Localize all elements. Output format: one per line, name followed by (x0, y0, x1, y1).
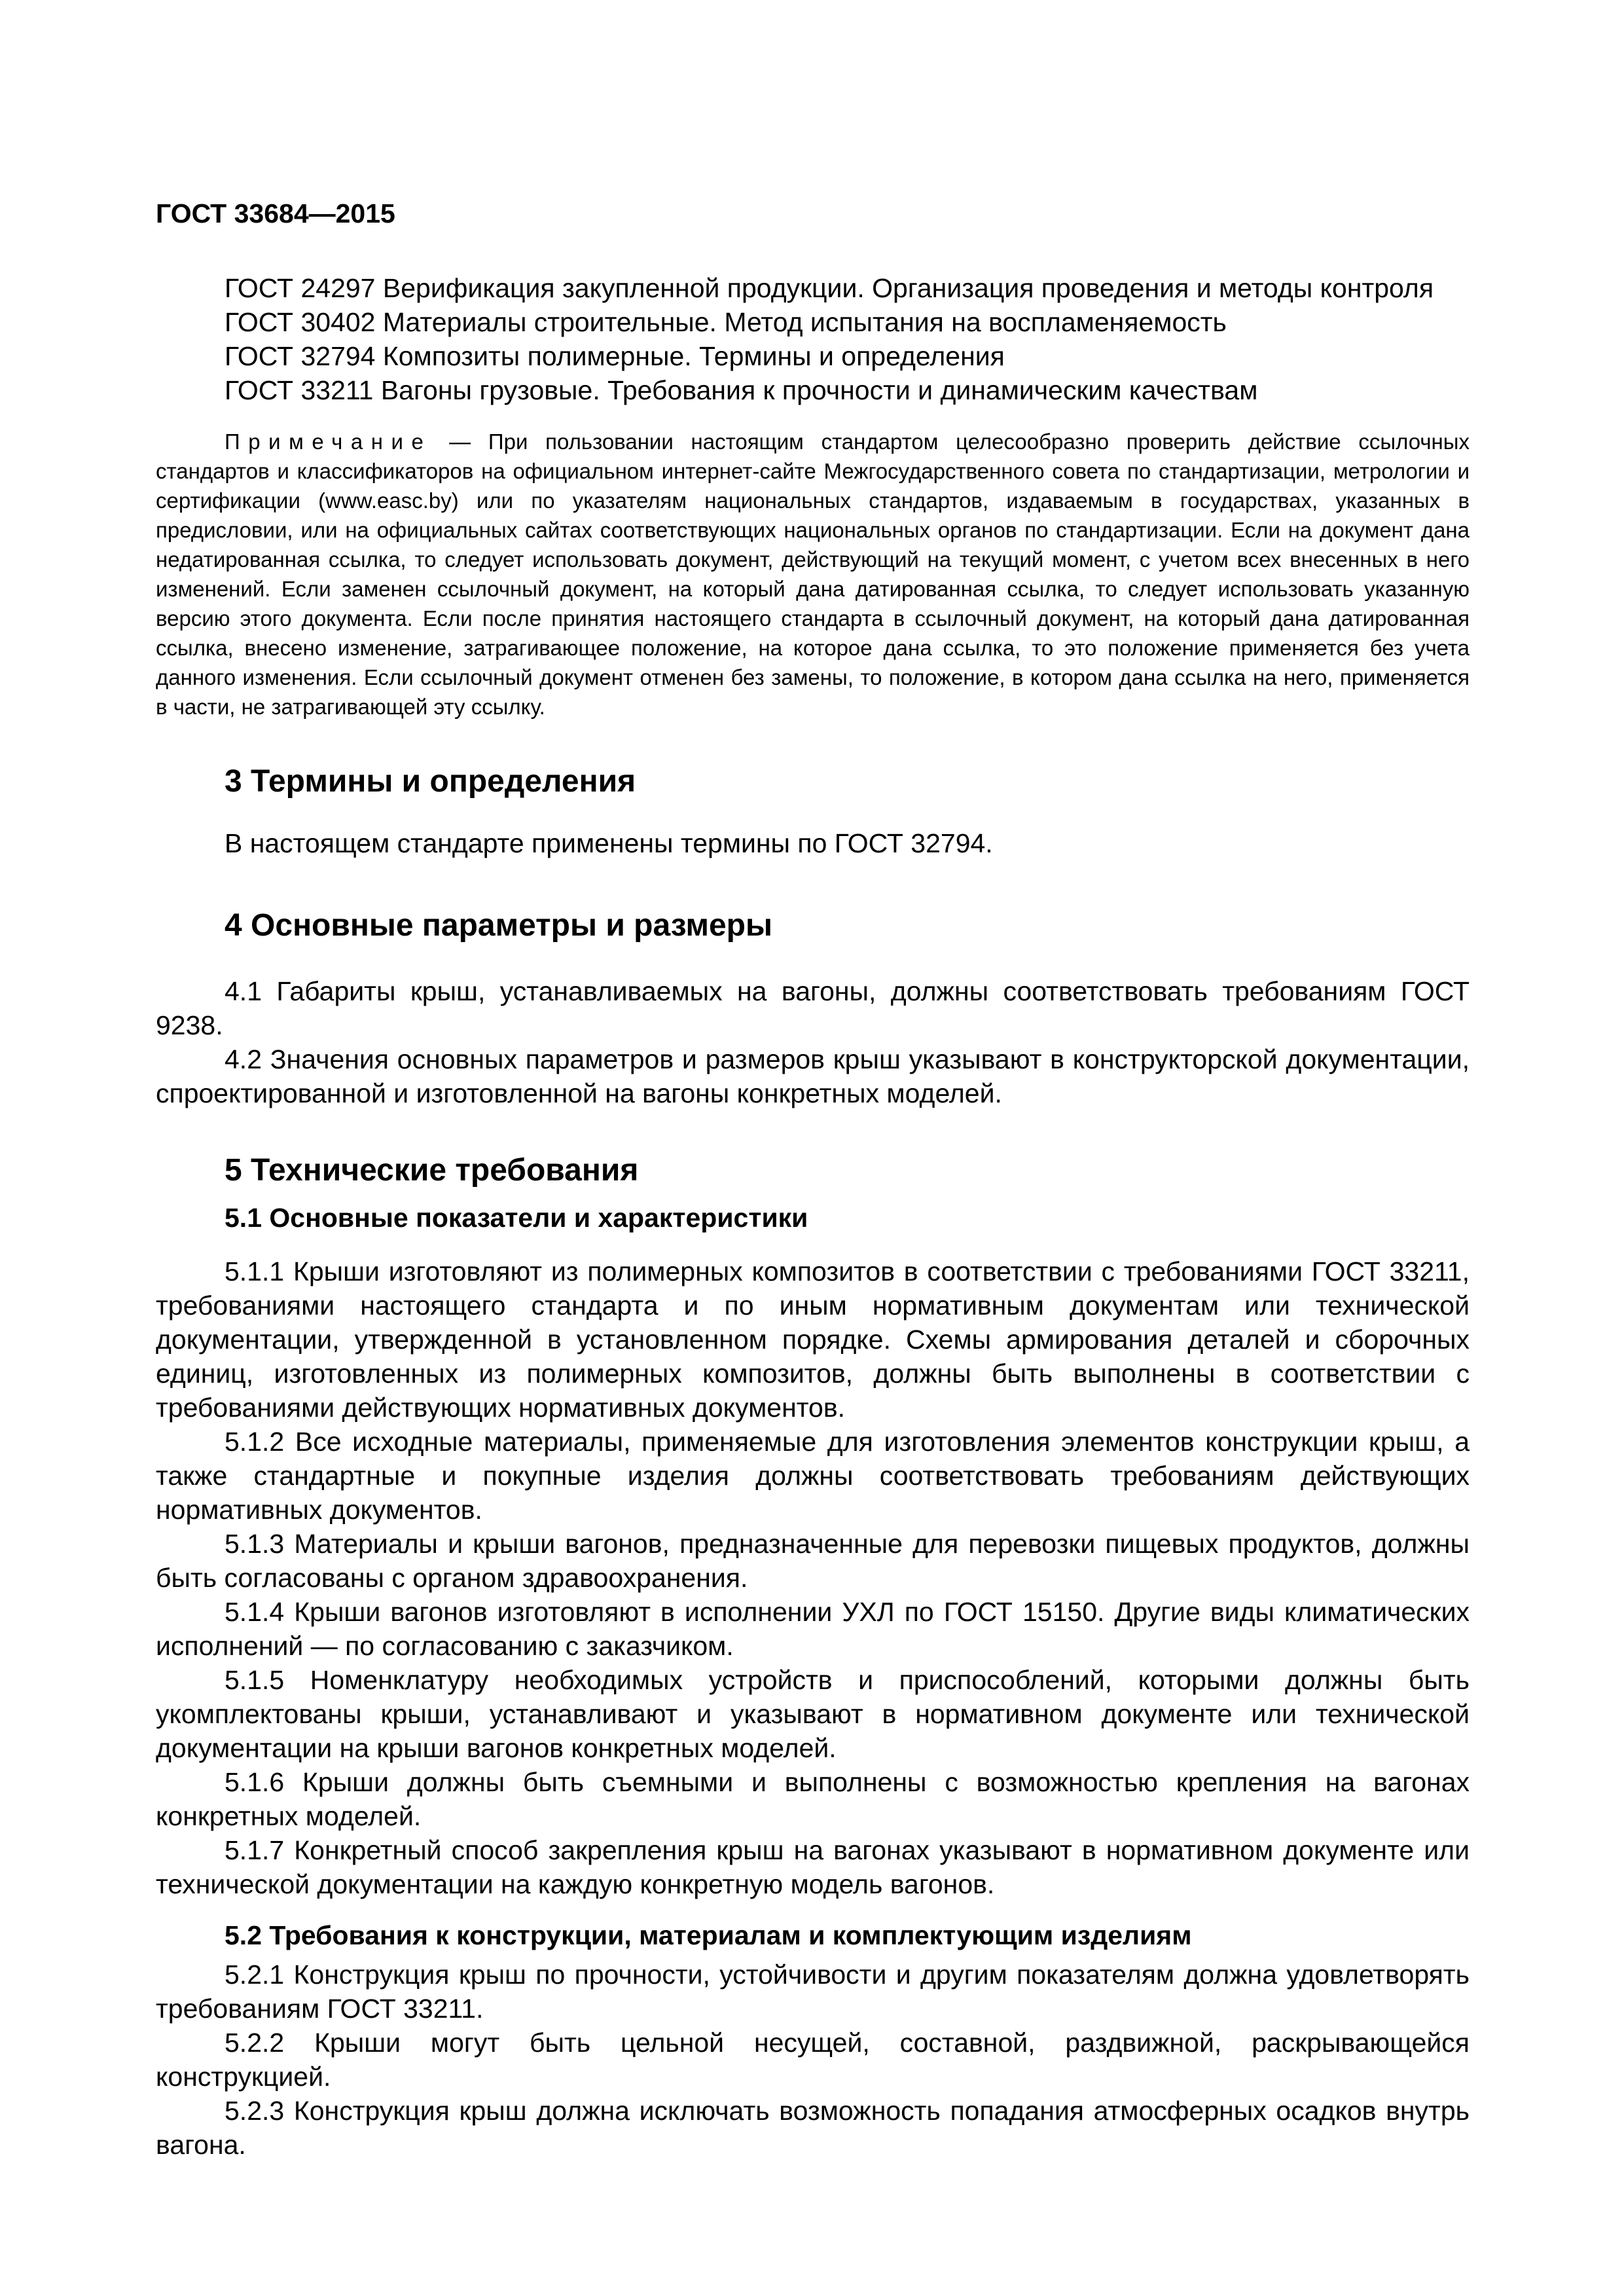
references-list (156, 271, 1470, 407)
paragraph-5-1-2: 5.1.2 Все исходные материалы, применяемые для изготовления элементов конструкции крыш, а также стандартные и покупные изделия должны соответствовать требованиям действующих нормативных документов. (156, 1427, 1470, 1525)
paragraph-5-1-3: 5.1.3 Материалы и крыши вагонов, предназначенные для перевозки пищевых продуктов, должны быть согласованы с органом здравоохранения. (156, 1529, 1470, 1593)
paragraph-5-2-2: 5.2.2 Крыши могут быть цельной несущей, составной, раздвижной, раскрывающейся конструкцией. (156, 2028, 1470, 2092)
section-5-2-heading: 5.2 Требования к конструкции, материалам и комплектующим изделиям (225, 1920, 1192, 1950)
paragraph-5-1-5: 5.1.5 Номенклатуру необходимых устройств и приспособлений, которыми должны быть укомплектованы крыши, устанавливают и указывают в нормативном документе или технической документации на крыши вагонов конкретных моделей. (156, 1665, 1470, 1763)
paragraph-5-1-6: 5.1.6 Крыши должны быть съемными и выполнены с возможностью крепления на вагонах конкретных моделей. (156, 1767, 1470, 1831)
reference-item: ГОСТ 24297 Верификация закупленной продукции. Организация проведения и методы контроля (225, 273, 1434, 303)
reference-item: ГОСТ 30402 Материалы строительные. Метод испытания на воспламеняемость (225, 307, 1227, 337)
section-3-heading: 3 Термины и определения (225, 764, 636, 799)
paragraph-5-2-1: 5.2.1 Конструкция крыш по прочности, устойчивости и другим показателям должна удовлетворять требованиям ГОСТ 33211. (156, 1959, 1470, 2024)
note-text: При пользовании настоящим стандартом целесообразно проверить действие ссылочных стандартов и классификаторов на официальном интернет-сайте Межгосударственного совета по стандартизации, метрологии и сертификации (www.easc.by) или по указателям национальных стандартов, издаваемым в государствах, указанных в предисловии, или на официальных сайтах соответствующих национальных органов по стандартизации. Если на документ дана недатированная ссылка, то следует использовать документ, действующий на текущий момент, с учетом всех внесенных в него изменений. Если заменен ссылочный документ, на который дана датированная ссылка, то следует использовать указанную версию этого документа. Если после принятия настоящего стандарта в ссылочный документ, на который дана датированная ссылка, внесено изменение, затрагивающее положение, на которое дана ссылка, то это положение применяется без учета данного изменения. Если ссылочный документ отменен без замены, то положение, в котором дана ссылка на него, применяется в части, не затрагивающей эту ссылку. (156, 429, 1470, 719)
paragraph-5-1-1: 5.1.1 Крыши изготовляют из полимерных композитов в соответствии с требованиями ГОСТ 33211, требованиями настоящего стандарта и по иным нормативным документам или технической документации, утвержденной в установленном порядке. Схемы армирования деталей и сборочных единиц, изготовленных из полимерных композитов, должны быть выполнены в соответствии с требованиями действующих нормативных документов. (156, 1256, 1470, 1423)
paragraph-5-1-7: 5.1.7 Конкретный способ закрепления крыш на вагонах указывают в нормативном документе или технической документации на каждую конкретную модель вагонов. (156, 1835, 1470, 1899)
note (156, 427, 1470, 721)
standard-number: ГОСТ 33684—2015 (156, 198, 395, 228)
note-label: Примечание (225, 429, 432, 454)
paragraph-5-1-4: 5.1.4 Крыши вагонов изготовляют в исполнении УХЛ по ГОСТ 15150. Другие виды климатических исполнений — по согласованию с заказчиком. (156, 1597, 1470, 1661)
paragraph-5-2-3: 5.2.3 Конструкция крыш должна исключать возможность попадания атмосферных осадков внутрь вагона. (156, 2096, 1470, 2160)
note-separator: — (431, 429, 488, 454)
section-3-paragraph: В настоящем стандарте применены термины по ГОСТ 32794. (225, 828, 993, 858)
paragraph-4-2: 4.2 Значения основных параметров и размеров крыш указывают в конструкторской документации, спроектированной и изготовленной на вагоны конкретных моделей. (156, 1044, 1470, 1108)
section-5-1-heading: 5.1 Основные показатели и характеристики (225, 1203, 808, 1233)
reference-item: ГОСТ 32794 Композиты полимерные. Термины и определения (225, 341, 1005, 371)
section-5-heading: 5 Технические требования (225, 1153, 639, 1188)
page-header (156, 196, 1470, 230)
section-4-heading: 4 Основные параметры и размеры (225, 908, 772, 943)
reference-item: ГОСТ 33211 Вагоны грузовые. Требования к прочности и динамическим качествам (225, 375, 1258, 405)
paragraph-4-1: 4.1 Габариты крыш, устанавливаемых на вагоны, должны соответствовать требованиям ГОСТ 9238. (156, 976, 1470, 1040)
